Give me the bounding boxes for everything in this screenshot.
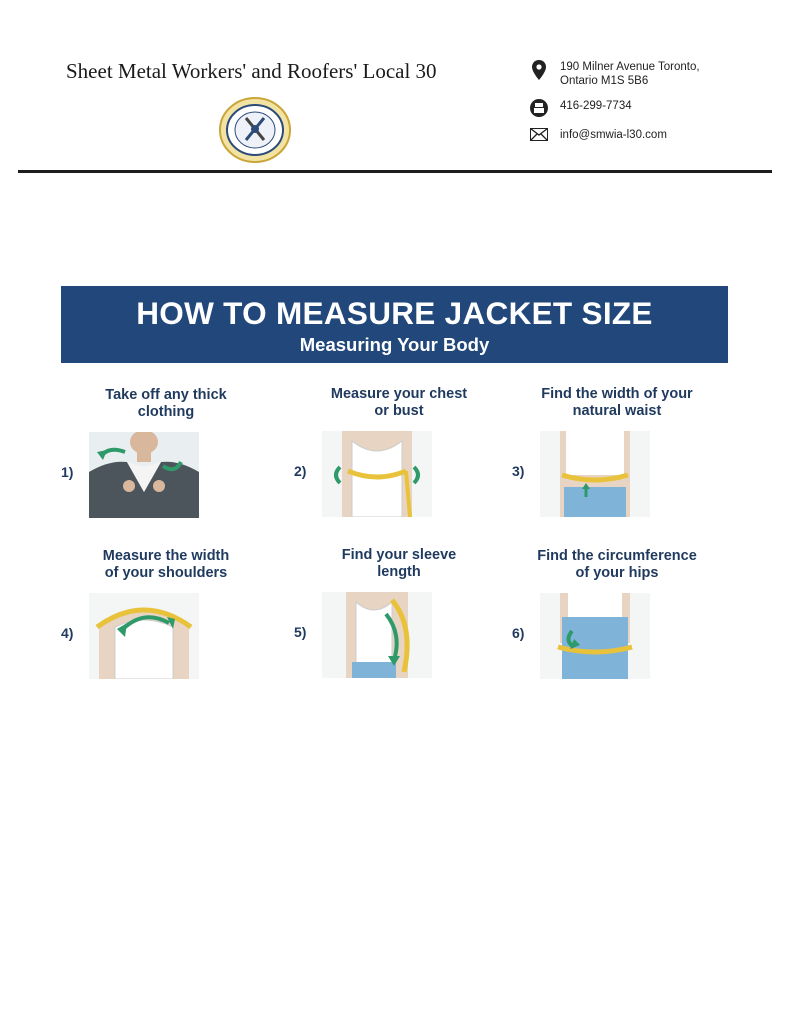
organization-name: Sheet Metal Workers' and Roofers' Local 30 [66,59,437,83]
chest-measure-illustration [322,431,432,517]
step-number: 6) [512,625,525,641]
step-title [294,547,504,581]
step-title-line: of your shoulders [104,565,228,581]
step-4 [61,548,271,683]
step-body [61,593,271,683]
banner-title: HOW TO MEASURE JACKET SIZE [136,295,653,331]
step-body [294,592,504,682]
step-title-line: length [377,564,421,580]
address-text [560,60,700,88]
shoulder-measure-illustration [89,593,199,679]
title-banner [61,286,728,363]
step-number: 5) [294,624,307,640]
sleeve-measure-illustration [322,592,432,678]
step-title-line: Take off any thick [105,387,227,403]
step-1 [61,387,271,522]
email-row [529,128,667,142]
step-body [512,593,722,683]
hip-measure-illustration [540,593,650,679]
step-number: 4) [61,625,74,641]
step-5 [294,547,504,682]
step-title-line: Find the circumference [537,548,697,564]
address-line-1: 190 Milner Avenue Toronto, [560,61,700,73]
step-title [512,386,722,420]
step-title-line: Measure the width [102,548,230,564]
phone-row [529,99,632,117]
step-3 [512,386,722,521]
phone-number: 416-299-7734 [560,100,632,112]
step-title [294,386,504,420]
banner-subtitle: Measuring Your Body [299,334,490,355]
step-body [294,431,504,521]
location-pin-icon [529,60,549,80]
envelope-icon [529,128,549,141]
waist-measure-illustration [540,431,650,517]
step-number: 3) [512,463,525,479]
step-title-line: clothing [137,404,195,420]
step-6 [512,548,722,683]
remove-jacket-illustration [89,432,199,518]
step-title-line: natural waist [572,403,662,419]
step-title-line: or bust [374,403,424,419]
union-seal-logo [218,96,292,164]
fax-icon [529,99,549,117]
header-divider [18,170,772,173]
step-2 [294,386,504,521]
step-title [512,548,722,582]
address-row [529,60,700,88]
step-body [512,431,722,521]
step-title [61,548,271,582]
step-number: 2) [294,463,307,479]
step-title-line: Find the width of your [541,386,693,402]
step-title [61,387,271,421]
address-line-2: Ontario M1S 5B6 [560,75,649,87]
email-address: info@smwia-l30.com [560,129,667,141]
step-title-line: Measure your chest [330,386,468,402]
step-body [61,432,271,522]
step-title-line: of your hips [575,565,659,581]
step-number: 1) [61,464,74,480]
step-title-line: Find your sleeve [341,547,457,563]
